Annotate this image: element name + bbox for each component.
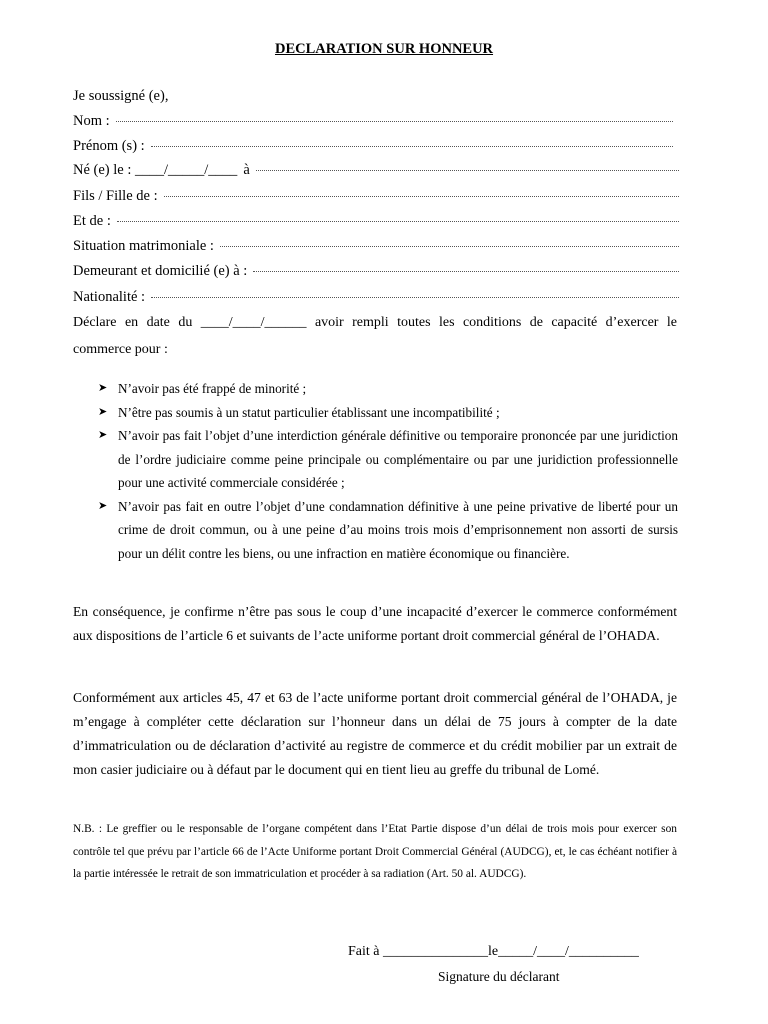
field-a-label: à	[243, 162, 250, 178]
field-nom	[73, 113, 673, 130]
arrow-bullet-icon: ➤	[98, 405, 108, 418]
document-title: DECLARATION SUR HONNEUR	[274, 41, 494, 57]
field-prenom-label: Prénom (s) :	[73, 138, 145, 154]
field-situation-dotted-line	[220, 245, 679, 247]
declaration-line-1: Déclare en date du ____/____/______ avoir rempli toutes les conditions de capacité d’exercer le	[73, 315, 677, 330]
consequence-paragraph: En conséquence, je confirme n’être pas sous le coup d’une incapacité d’exercer le commerce conformément aux dispositions de l’article 6 et suivants de l’acte uniforme portant droit commercial général de l’OHADA.	[73, 604, 677, 643]
condition-text: N’avoir pas fait en outre l’objet d’une condamnation définitive à une peine privative de liberté pour un crime de droit commun, ou à une peine d’au moins trois mois d’emprisonnement non assorti de sursis pour un délit contre les biens, ou une infraction en matière économique ou financière.	[118, 498, 678, 561]
field-situation-label: Situation matrimoniale :	[73, 238, 214, 254]
list-item	[98, 424, 678, 495]
intro-text: Je soussigné (e),	[73, 88, 169, 104]
field-et-de-dotted-line	[117, 220, 679, 222]
arrow-bullet-icon: ➤	[98, 499, 108, 512]
field-et-de	[73, 213, 679, 230]
signature-caption: Signature du déclarant	[438, 969, 560, 984]
conditions-list	[98, 377, 678, 565]
field-nom-dotted-line	[116, 120, 673, 122]
field-prenom-dotted-line	[151, 145, 673, 147]
list-item	[98, 495, 678, 566]
condition-text: N’avoir pas été frappé de minorité ;	[118, 381, 307, 396]
intro-line	[73, 88, 679, 105]
field-nationalite	[73, 289, 679, 306]
arrow-bullet-icon: ➤	[98, 429, 108, 441]
list-item	[98, 377, 678, 401]
engagement-paragraph: Conformément aux articles 45, 47 et 63 de l’acte uniforme portant droit commercial général de l’OHADA, je m’engage à compléter cette déclaration sur l’honneur dans un délai de 75 jours à compter de la date d’immatriculation ou de déclaration d’activité au registre de commerce et du crédit mobilier par un extrait de mon casier judiciaire ou à défaut par le document qui en tient lieu au greffe du tribunal de Lomé.	[73, 690, 677, 777]
field-demeurant-label: Demeurant et domicilié (e) à :	[73, 263, 248, 279]
field-lieu-dotted-line	[256, 169, 679, 171]
arrow-bullet-icon: ➤	[98, 382, 108, 394]
field-fils-fille-label: Fils / Fille de :	[73, 188, 158, 204]
field-prenom	[73, 138, 673, 155]
field-situation	[73, 238, 679, 255]
field-nationalite-label: Nationalité :	[73, 289, 146, 305]
list-item	[98, 401, 678, 425]
field-demeurant-dotted-line	[253, 270, 679, 272]
field-demeurant	[73, 263, 679, 280]
declaration-line-2: commerce pour :	[73, 342, 168, 357]
condition-text: N’avoir pas fait l’objet d’une interdiction générale définitive ou temporaire prononcée par une juridiction de l’ordre judiciaire comme peine principale ou complémentaire ou par une juridiction professionnelle pour une activité commerciale considérée ;	[118, 428, 678, 490]
field-et-de-label: Et de :	[73, 213, 111, 229]
nb-note: N.B. : Le greffier ou le responsable de l’organe compétent dans l’Etat Partie dispose d’un délai de trois mois pour exercer son contrôle tel que prévu par l’article 66 de l’Acte Uniforme portant Droit Commercial Général (AUDCG), et, le cas échéant notifier à la partie intéressée le retrait de son immatriculation et procéder à sa radiation (Art. 50 al. AUDCG).	[73, 823, 677, 880]
field-nom-label: Nom :	[73, 113, 110, 129]
condition-text: N’être pas soumis à un statut particulier établissant une incompatibilité ;	[118, 404, 500, 420]
field-nationalite-dotted-line	[151, 296, 679, 298]
field-fils-fille-dotted-line	[164, 195, 679, 197]
field-fils-fille	[73, 188, 679, 205]
field-ne-le-label: Né (e) le : ____/_____/____	[73, 162, 238, 178]
field-naissance	[73, 162, 679, 179]
fait-a-line: Fait à _______________le_____/____/__________	[348, 944, 639, 959]
